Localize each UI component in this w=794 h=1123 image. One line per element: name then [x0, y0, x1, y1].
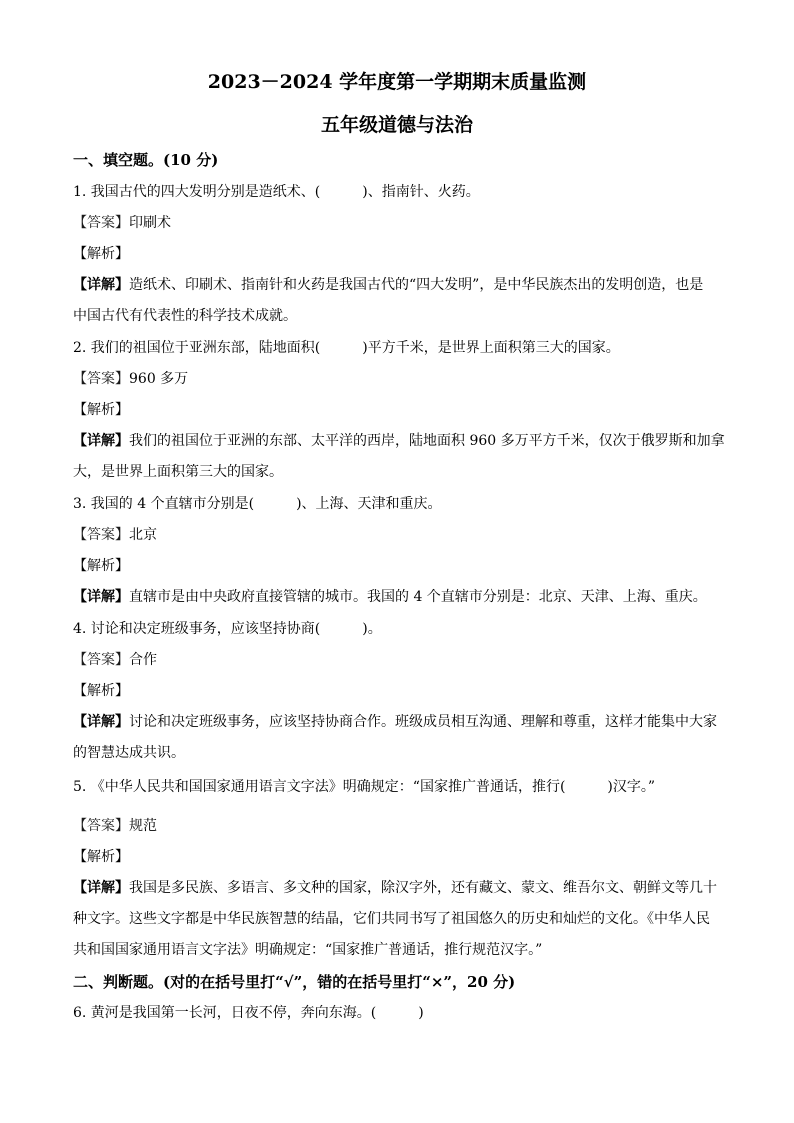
question-2: 2. 我们的祖国位于亚洲东部，陆地面积( )平方千米，是世界上面积第三大的国家。: [73, 340, 620, 356]
detail-label: 【详解】: [73, 277, 129, 293]
detail-label: 【详解】: [73, 589, 129, 605]
answer-label: 【答案】: [73, 818, 129, 834]
answer-2: [73, 369, 188, 389]
detail-5-line-2: 种文字。这些文字都是中华民族智慧的结晶，它们共同书写了祖国悠久的历史和灿烂的文化。《中华人民: [73, 911, 710, 927]
answer-1-value: 印刷术: [129, 215, 171, 231]
answer-label: 【答案】: [73, 652, 129, 668]
section-true-false-heading: 二、判断题。(对的在括号里打“√”，错的在括号里打“×”，20 分): [73, 973, 516, 991]
detail-label: 【详解】: [73, 433, 129, 449]
document-title: 2023－2024 学年度第一学期期末质量监测: [207, 71, 587, 93]
analysis-1-label: 【解析】: [73, 246, 129, 262]
detail-2-line-1: [73, 431, 725, 451]
answer-5: [73, 816, 157, 836]
answer-3: [73, 525, 157, 545]
question-4: 4. 讨论和决定班级事务，应该坚持协商( )。: [73, 621, 382, 637]
detail-label: 【详解】: [73, 714, 129, 730]
detail-4-text-1: 讨论和决定班级事务，应该坚持协商合作。班级成员相互沟通、理解和尊重，这样才能集中大家: [129, 714, 717, 730]
answer-5-value: 规范: [129, 818, 157, 834]
answer-3-value: 北京: [129, 527, 157, 543]
question-6: 6. 黄河是我国第一长河，日夜不停，奔向东海。( ): [73, 1005, 424, 1021]
detail-label: 【详解】: [73, 880, 129, 896]
question-5: 5. 《中华人民共和国国家通用语言文字法》明确规定：“国家推广普通话，推行( )汉字。”: [73, 779, 656, 795]
answer-4-value: 合作: [129, 652, 157, 668]
detail-1-text-1: 造纸术、印刷术、指南针和火药是我国古代的“四大发明”，是中华民族杰出的发明创造，也是: [129, 277, 704, 293]
detail-5-line-1: [73, 878, 717, 898]
detail-4-line-2: 的智慧达成共识。: [73, 745, 185, 761]
answer-2-value: 960 多万: [129, 371, 189, 387]
analysis-3-label: 【解析】: [73, 558, 129, 574]
section-fill-blank-heading: 一、填空题。(10 分): [73, 151, 219, 169]
answer-label: 【答案】: [73, 371, 129, 387]
detail-5-line-3: 共和国国家通用语言文字法》明确规定：“国家推广普通话，推行规范汉字。”: [73, 942, 543, 958]
answer-label: 【答案】: [73, 215, 129, 231]
answer-1: [73, 213, 171, 233]
detail-3-text-1: 直辖市是由中央政府直接管辖的城市。我国的 4 个直辖市分别是：北京、天津、上海、重庆。: [129, 589, 707, 605]
question-3: 3. 我国的 4 个直辖市分别是( )、上海、天津和重庆。: [73, 496, 442, 512]
detail-1-line-1: [73, 275, 703, 295]
detail-1-line-2: 中国古代有代表性的科学技术成就。: [73, 308, 297, 324]
detail-2-text-1: 我们的祖国位于亚洲的东部、太平洋的西岸，陆地面积 960 多万平方千米，仅次于俄罗斯和加拿: [129, 433, 725, 449]
analysis-4-label: 【解析】: [73, 683, 129, 699]
answer-label: 【答案】: [73, 527, 129, 543]
analysis-5-label: 【解析】: [73, 849, 129, 865]
question-1: 1. 我国古代的四大发明分别是造纸术、( )、指南针、火药。: [73, 184, 480, 200]
document-subtitle: 五年级道德与法治: [320, 114, 473, 136]
detail-5-text-1: 我国是多民族、多语言、多文种的国家，除汉字外，还有藏文、蒙文、维吾尔文、朝鲜文等几十: [129, 880, 717, 896]
analysis-2-label: 【解析】: [73, 402, 129, 418]
detail-4-line-1: [73, 712, 717, 732]
detail-3-line-1: [73, 587, 707, 607]
answer-4: [73, 650, 157, 670]
detail-2-line-2: 大，是世界上面积第三大的国家。: [73, 464, 283, 480]
